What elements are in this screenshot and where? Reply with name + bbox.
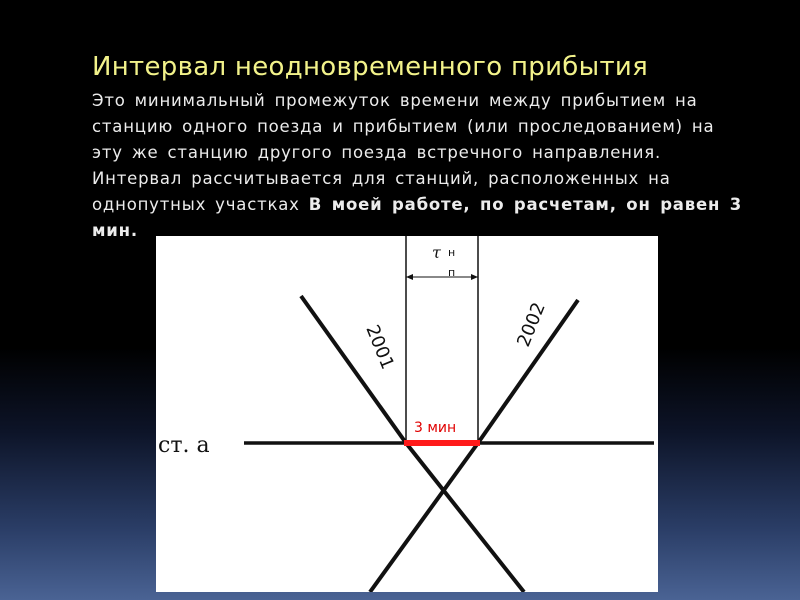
station-label: ст. а xyxy=(158,433,210,458)
tau-subscript-1: н xyxy=(448,246,456,259)
tau-arrow-right xyxy=(471,274,478,280)
slide-body-text xyxy=(92,88,742,244)
tau-symbol: τ xyxy=(432,243,441,262)
body-text-bold: В моей работе, по расчетам, он равен 3 мин. xyxy=(92,195,742,240)
train-2001-label: 2001 xyxy=(361,322,398,373)
train-schedule-diagram xyxy=(156,236,658,592)
interval-label: 3 мин xyxy=(414,420,457,436)
train-2002-label: 2002 xyxy=(513,299,550,350)
body-text-regular: Это минимальный промежуток времени между прибытием на станцию одного поезда и прибытием (или проследованием) на эту же станцию другого поезда встречного направления. Интервал рассчитывается для станций, расположенных на однопутных участках xyxy=(92,91,715,214)
slide-title: Интервал неодновременного прибытия xyxy=(92,52,649,82)
diagram-svg xyxy=(156,236,658,592)
tau-subscript-2: п xyxy=(448,266,456,279)
tau-arrow-left xyxy=(406,274,413,280)
train-2001-arrival-line xyxy=(301,296,406,443)
